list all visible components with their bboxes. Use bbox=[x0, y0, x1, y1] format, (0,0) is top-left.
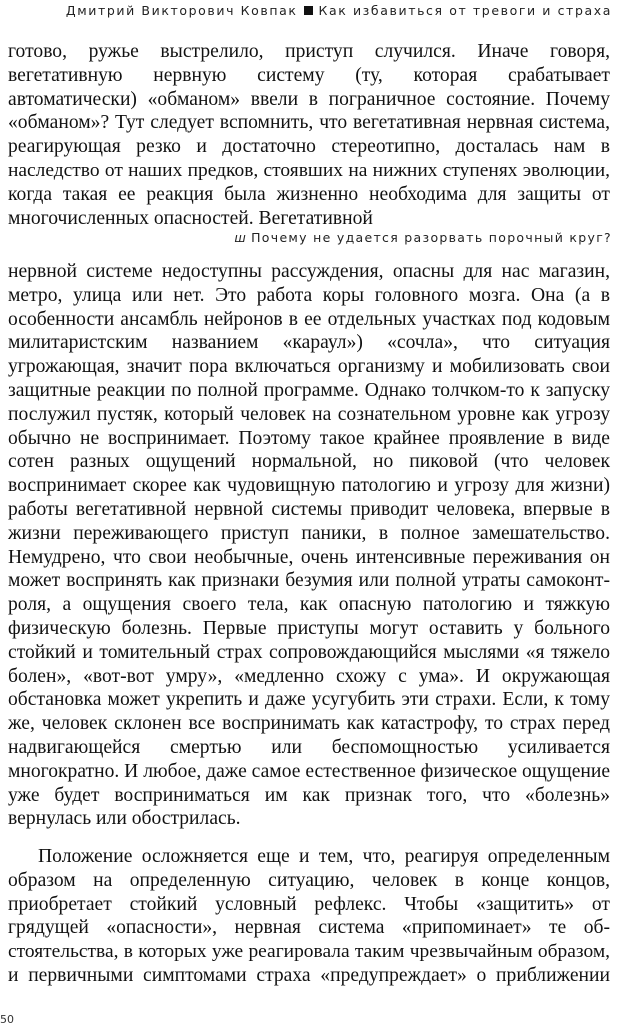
text-line: автоматически) «обманом» ввели в пограничное состояние. Почему bbox=[8, 88, 610, 110]
running-head-author: Дмитрий Викторович Ковпак bbox=[65, 3, 298, 18]
text-line: вернулась или обострилась. bbox=[8, 808, 241, 830]
page-number: 50 bbox=[0, 1013, 14, 1026]
text-line: надвигающейся смертью или беспомощностью усиливается bbox=[8, 736, 610, 758]
paragraph-2 bbox=[8, 260, 610, 831]
text-line: сотен разных ощущений нормальной, но пиковой (что человек bbox=[8, 451, 610, 473]
text-line: грядущей «опасности», нервная система «припоминает» те об- bbox=[8, 917, 610, 939]
text-line: наследство от наших предков, стоявших на нижних ступенях эволюции, bbox=[8, 159, 610, 181]
text-line: физическую болезнь. Первые приступы могут оставить у больного bbox=[8, 617, 610, 639]
text-line: милитаристским названием «караул») «сочла», что ситуация bbox=[8, 332, 610, 354]
section-running-head bbox=[234, 230, 612, 245]
text-line: послужил пустяк, который человек на сознательном уровне как угрозу bbox=[8, 403, 610, 425]
section-title: Почему не удается разорвать порочный круг? bbox=[251, 230, 612, 245]
text-line: нервной системе недоступны рассуждения, опасны для нас магазин, bbox=[8, 261, 610, 282]
section-mark: ш bbox=[234, 230, 248, 245]
paragraph-1 bbox=[8, 40, 610, 230]
text-line: реагирующая резко и достаточно стереотипно, досталась нам в bbox=[8, 136, 610, 158]
text-line: же, человек склонен все воспринимать как катастрофу, то страх перед bbox=[8, 713, 610, 735]
text-line: многократно. И любое, даже самое естественное физическое ощущение bbox=[8, 760, 611, 782]
running-head bbox=[0, 3, 612, 18]
text-line: Положение осложняется еще и тем, что, реагируя определенным bbox=[38, 846, 610, 867]
separator-square-icon bbox=[304, 6, 313, 15]
text-line: образом на определенную ситуацию, человек в конце концов, bbox=[8, 869, 610, 891]
text-line: угрожающая, значит пора включаться организму и мобилизовать свои bbox=[8, 356, 610, 378]
text-line: когда такая ее реакция была жизненно необходима для защиты от bbox=[8, 183, 610, 205]
text-line: работы вегетативной нервной системы приводит человека, впервые в bbox=[8, 498, 610, 520]
text-line: обстановка может укрепить и даже усугубить эти страхи. Если, к тому bbox=[8, 689, 610, 711]
text-line: метро, улица или нет. Это работа коры головного мозга. Она (а в bbox=[8, 284, 610, 306]
text-line: обычно не воспринимает. Поэтому такое крайнее проявление в виде bbox=[8, 427, 610, 449]
text-line: защитные реакции по полной программе. Однако толчком-то к запуску bbox=[8, 379, 610, 401]
paragraph-3 bbox=[8, 845, 610, 988]
text-line: жизни переживающего приступ паники, в полное замешательство. bbox=[8, 522, 610, 544]
text-line: Немудрено, что свои необычные, очень интенсивные переживания он bbox=[8, 546, 610, 568]
text-line: особенности ансамбль нейронов в ее отдельных участках под кодовым bbox=[8, 308, 610, 330]
text-line: и первичными симптомами страха «предупреждает» о приближении bbox=[8, 964, 610, 986]
text-line: роля, а ощущения своего тела, как опасную патологию и тяжкую bbox=[8, 594, 610, 616]
text-line: стойкий и томительный страх сопровождающийся мыслями «я тяжело bbox=[8, 641, 610, 663]
text-line: болен», «вот-вот умру», «медленно схожу с ума». И окружающая bbox=[8, 665, 610, 687]
text-line: может воспринять как признаки безумия или полной утраты самоконт- bbox=[8, 570, 610, 592]
text-line: «обманом»? Тут следует вспомнить, что вегетативная нервная система, bbox=[8, 112, 610, 134]
text-line: приобретает стойкий условный рефлекс. Чтобы «защитить» от bbox=[8, 893, 610, 915]
text-line: готово, ружье выстрелило, приступ случился. Иначе говоря, bbox=[8, 41, 610, 62]
text-line: стоятельства, в которых уже реагировала таким чрезвычайным образом, bbox=[8, 941, 610, 963]
text-line: воспринимает скорее как чудовищную патологию и угрозу для жизни) bbox=[8, 475, 610, 497]
text-line: многочисленных опасностей. Вегетативной bbox=[8, 207, 373, 229]
running-head-title: Как избавиться от тревоги и страха bbox=[318, 3, 612, 18]
text-line: уже будет восприниматься им как признак того, что «болезнь» bbox=[8, 784, 610, 806]
text-line: вегетативную нервную систему (ту, которая срабатывает bbox=[8, 64, 610, 86]
